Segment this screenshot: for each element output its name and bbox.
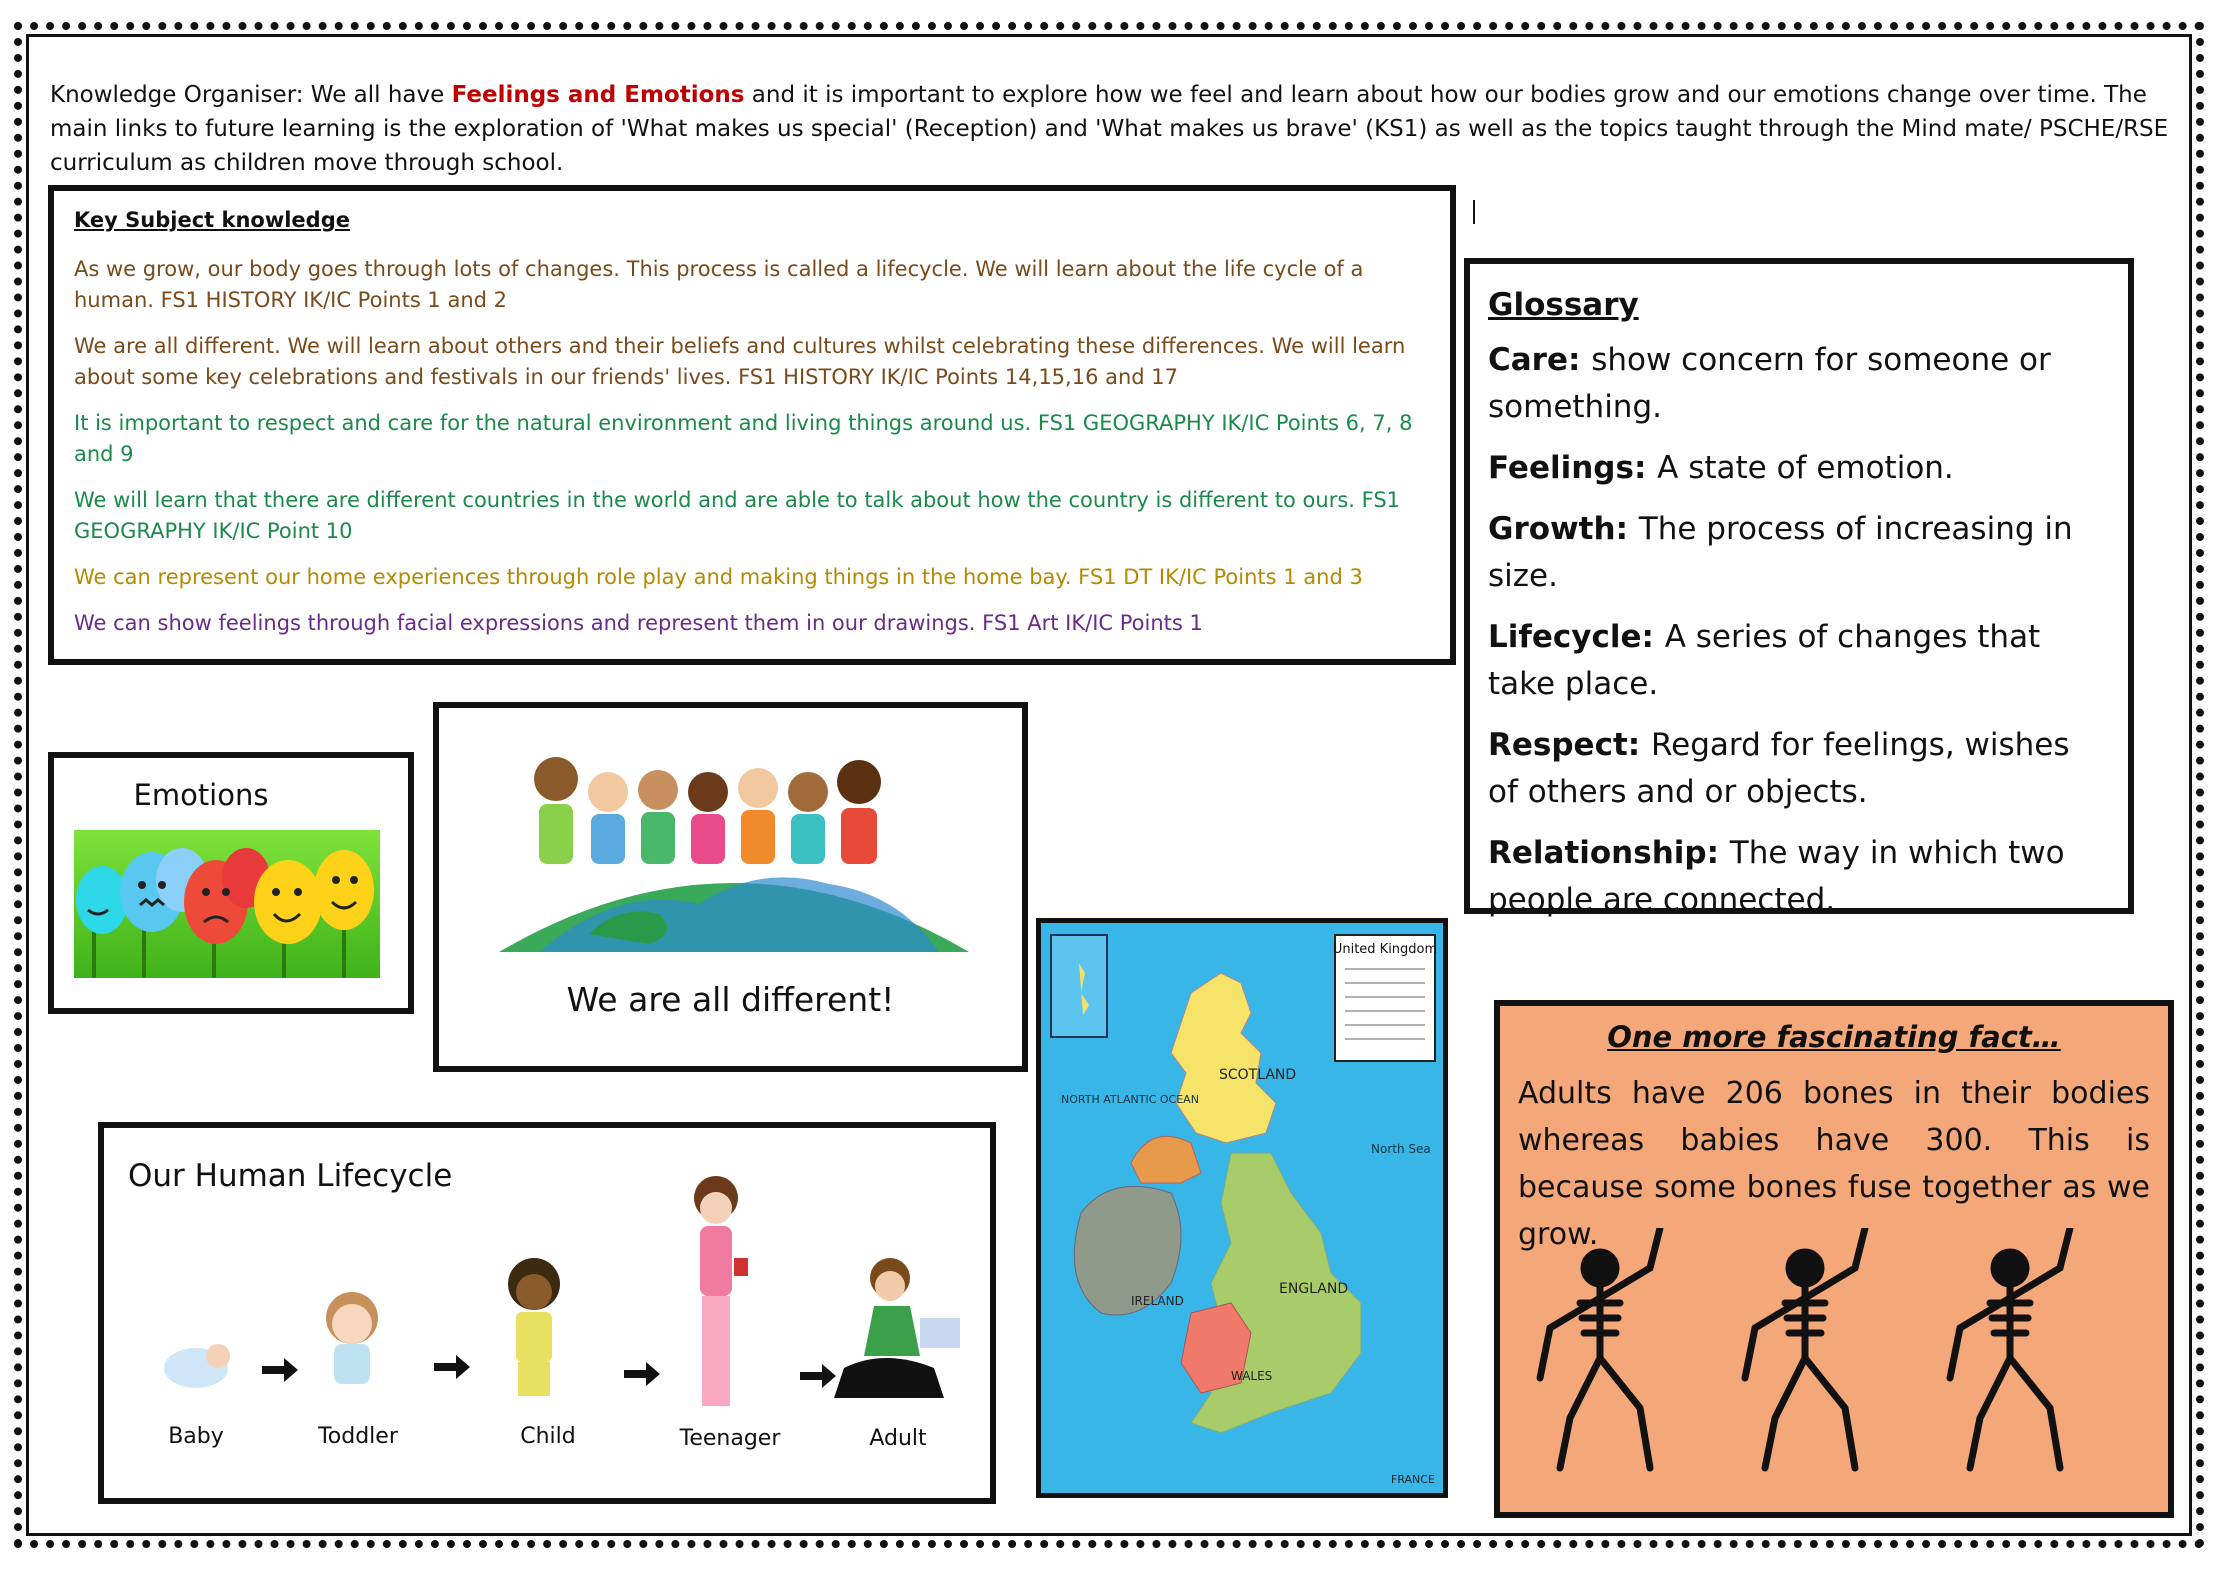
children-group [534,757,881,864]
glossary-definition: show concern for someone or something. [1488,342,2051,425]
adult-figure [834,1258,960,1398]
glossary-definition: A state of emotion. [1657,450,1954,486]
glossary-entry-growth: Growth: The process of increasing in size. [1488,511,2073,594]
lifecycle-label-baby: Baby [168,1424,224,1449]
child-figure [508,1258,560,1396]
glossary-term: Growth [1488,511,1616,547]
key-subject-knowledge-box [48,185,1456,665]
lifecycle-label-child: Child [520,1424,576,1449]
lifecycle-title: Our Human Lifecycle [128,1158,453,1194]
map-label-england: ENGLAND [1279,1281,1349,1297]
intro-paragraph [50,78,2170,180]
skeleton-icon [1745,1228,1865,1468]
teenager-figure [694,1176,748,1406]
skeleton-icon [1950,1228,2070,1468]
glossary-definition: A series of changes that take place. [1488,619,2041,702]
glossary-term: Lifecycle [1488,619,1642,655]
ksk-paragraph-environment: It is important to respect and care for the natural environment and living things around us. FS1 GEOGRAPHY IK/IC Points 6, 7, 8 and 9 [74,411,1413,466]
glossary-entry-feelings: Feelings: A state of emotion. [1488,450,1954,486]
lifecycle-label-toddler: Toddler [318,1424,398,1449]
emotions-box [48,752,414,1014]
lifecycle-label-teenager: Teenager [679,1426,781,1451]
glossary-box [1464,258,2134,918]
glossary-term: Feelings [1488,450,1634,486]
emotions-faces-image [74,830,380,978]
toddler-figure [326,1292,378,1384]
baby-figure [164,1344,230,1388]
glossary-entry-care: Care: show concern for someone or something. [1488,342,2051,425]
arrow-right-icon [800,1364,836,1388]
skeleton-icon [1540,1228,1660,1468]
ksk-paragraph-countries: We will learn that there are different countries in the world and are able to talk about how the country is different to ours. FS1 GEOGRAPHY IK/IC Point 10 [74,488,1401,543]
map-label-wales: WALES [1231,1369,1273,1383]
map-label-north-sea: North Sea [1371,1142,1431,1156]
all-different-caption: We are all different! [566,980,895,1019]
map-label-france: FRANCE [1391,1473,1435,1486]
ksk-paragraph-lifecycle: As we grow, our body goes through lots of changes. This process is called a lifecycle. We will learn about the life cycle of a human. FS1 HISTORY IK/IC Points 1 and 2 [74,257,1364,312]
arrow-right-icon [262,1358,298,1382]
map-label-ireland: IRELAND [1131,1294,1184,1308]
map-label-north-atlantic: NORTH ATLANTIC OCEAN [1061,1093,1199,1106]
glossary-definition: The way in which two people are connected. [1488,835,2065,918]
intro-highlight: Feelings and Emotions [451,82,745,108]
intro-pre: Knowledge Organiser: We all have [50,82,452,108]
glossary-entry-relationship: Relationship: The way in which two people are connected. [1488,835,2065,918]
arrow-right-icon [434,1355,470,1379]
ksk-paragraph-differences: We are all different. We will learn about others and their beliefs and cultures whilst celebrating these differences. We will learn about some key celebrations and festivals in our friends' lives. FS1 HISTORY IK/IC Points 14,15,16 and 17 [74,334,1406,389]
fascinating-fact-box [1494,1000,2174,1518]
glossary-term: Care [1488,342,1568,378]
glossary-heading: Glossary [1488,287,1639,323]
ksk-paragraph-feelings: We can show feelings through facial expressions and represent them in our drawings. FS1 Art IK/IC Points 1 [74,611,1203,635]
fact-title: One more fascinating fact… [1607,1020,2061,1054]
all-different-box [433,702,1028,1072]
lifecycle-figures [104,1158,990,1418]
uk-map-image [1041,923,1443,1493]
text-cursor [1473,200,1475,224]
intro-post: and it is important to explore how we feel and learn about how our bodies grow and our emotions change over time. The main links to future learning is the exploration of 'What makes us special' (Reception) and 'What makes us brave' (KS1) as well as the topics taught through the Mind mate/ PSCHE/RSE curriculum as children move through school. [50,82,2169,176]
dancing-skeletons-image [1530,1228,2140,1488]
key-subject-heading: Key Subject knowledge [74,208,350,232]
fact-body: Adults have 206 bones in their bodies whereas babies have 300. This is because some bones fuse together as we grow. [1518,1076,2150,1252]
map-legend-title: United Kingdom [1332,942,1438,957]
map-label-scotland: SCOTLAND [1219,1067,1297,1083]
glossary-entry-respect: Respect: Regard for feelings, wishes of others and or objects. [1488,727,2070,810]
glossary-definition: The process of increasing in size. [1488,511,2073,594]
glossary-term: Respect [1488,727,1628,763]
human-lifecycle-box [98,1122,996,1504]
lifecycle-label-adult: Adult [869,1426,927,1451]
ksk-paragraph-role-play: We can represent our home experiences through role play and making things in the home bay. FS1 DT IK/IC Points 1 and 3 [74,565,1363,589]
uk-map-box [1036,918,1448,1498]
glossary-term: Relationship [1488,835,1707,871]
glossary-definition: Regard for feelings, wishes of others and or objects. [1488,727,2070,810]
emotions-title: Emotions [133,778,269,812]
arrow-right-icon [624,1362,660,1386]
children-globe-image [499,734,969,952]
glossary-entry-lifecycle: Lifecycle: A series of changes that take place. [1488,619,2041,702]
